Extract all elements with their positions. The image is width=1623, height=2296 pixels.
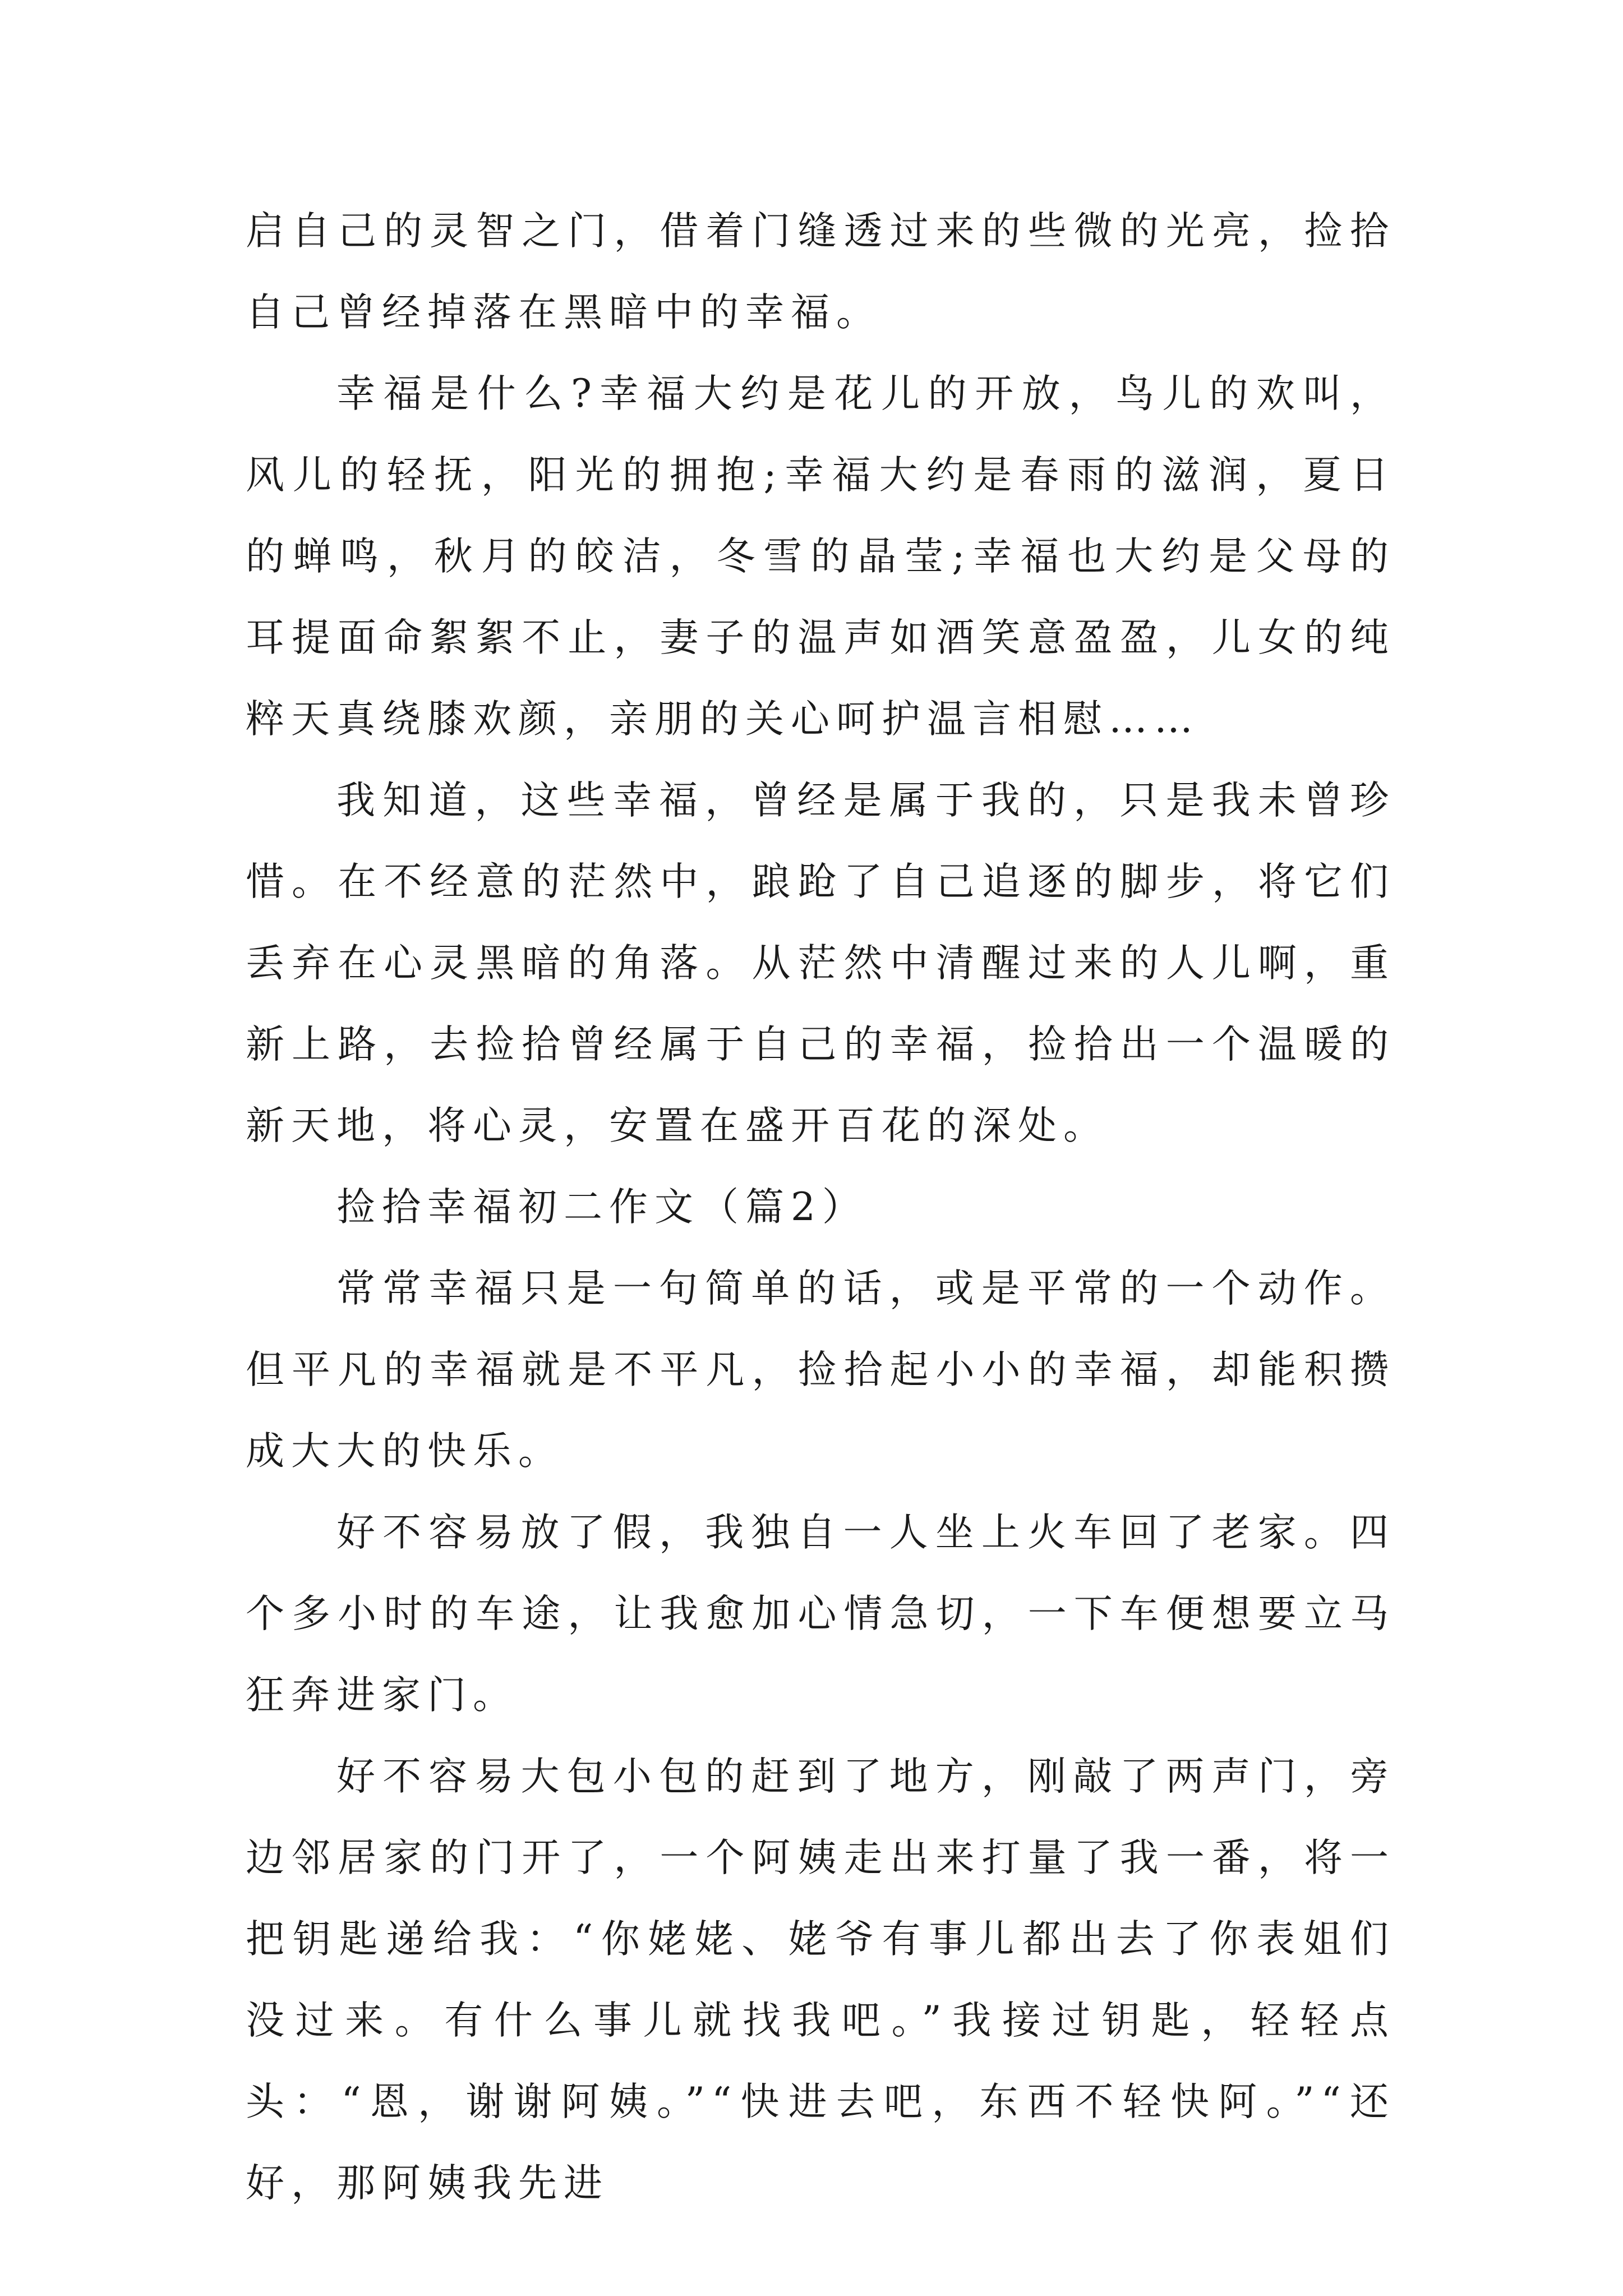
paragraph-6: 好不容易大包小包的赶到了地方，刚敲了两声门，旁边邻居家的门开了，一个阿姨走出来打量了我一番，将一把钥匙递给我：“你姥姥、姥爷有事儿都出去了你表姐们没过来。有什么事儿就找我吧。”我接过钥匙，轻轻点头：“恩，谢谢阿姨。”“快进去吧，东西不轻快阿。”“还好，那阿姨我先进 (246, 1754, 1395, 2206)
paragraph-1: 启自己的灵智之门，借着门缝透过来的些微的光亮，捡拾自己曾经掉落在黑暗中的幸福。 (246, 209, 1395, 335)
paragraph-3: 我知道，这些幸福，曾经是属于我的，只是我未曾珍惜。在不经意的茫然中，踉跄了自己追逐的脚步，将它们丢弃在心灵黑暗的角落。从茫然中清醒过来的人儿啊，重新上路，去捡拾曾经属于自己的幸福，捡拾出一个温暖的新天地，将心灵，安置在盛开百花的深处。 (246, 778, 1395, 1148)
section-heading: 捡拾幸福初二作文（篇2） (336, 1185, 868, 1230)
paragraph-2: 幸福是什么?幸福大约是花儿的开放，鸟儿的欢叫，风儿的轻抚，阳光的拥抱;幸福大约是春雨的滋润，夏日的蝉鸣，秋月的皎洁，冬雪的晶莹;幸福也大约是父母的耳提面命絮絮不止，妻子的温声如酒笑意盈盈，儿女的纯粹天真绕膝欢颜，亲朋的关心呵护温言相慰…… (246, 371, 1395, 742)
paragraph-4: 常常幸福只是一句简单的话，或是平常的一个动作。但平凡的幸福就是不平凡，捡拾起小小的幸福，却能积攒成大大的快乐。 (246, 1266, 1395, 1474)
document-body (246, 191, 1395, 2224)
paragraph-5: 好不容易放了假，我独自一人坐上火车回了老家。四个多小时的车途，让我愈加心情急切，一下车便想要立马狂奔进家门。 (246, 1510, 1395, 1718)
